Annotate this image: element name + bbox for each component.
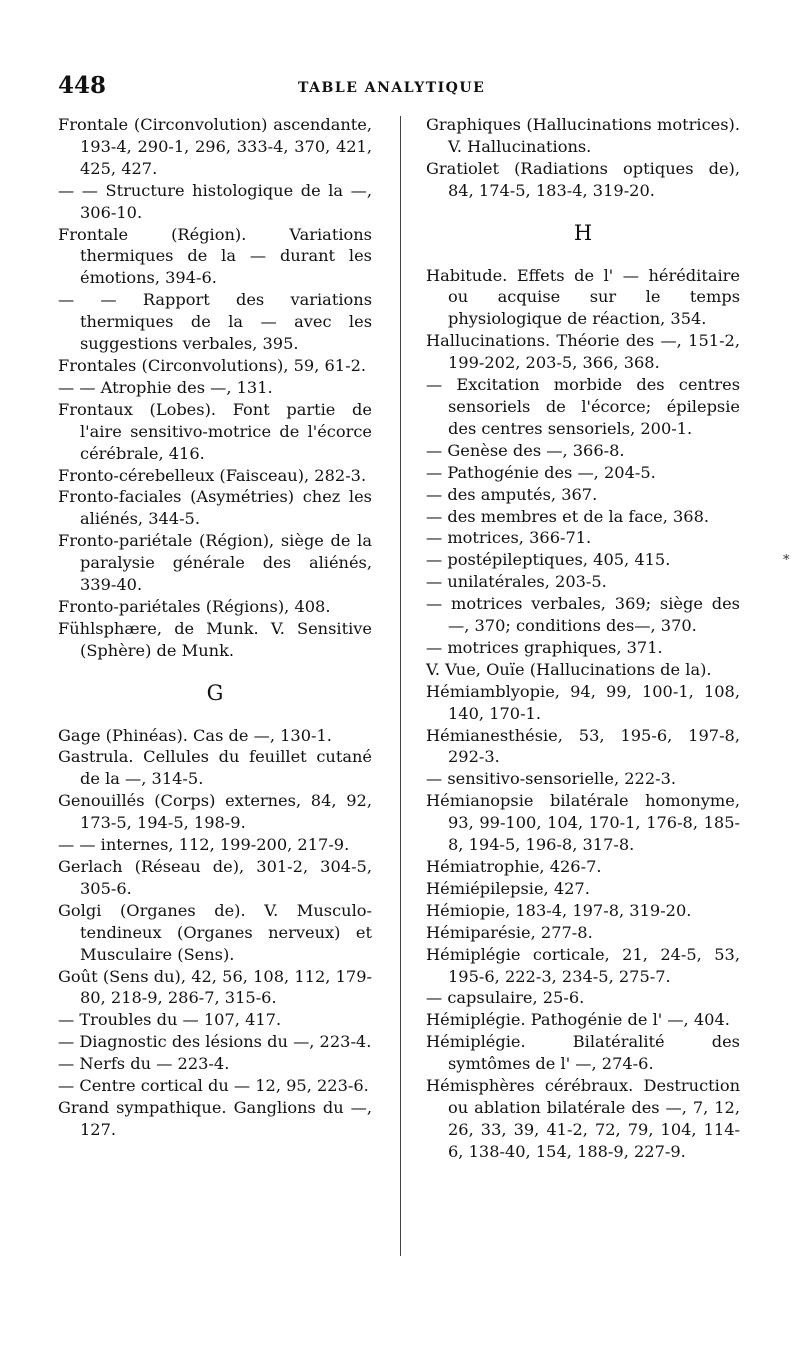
index-entry: Gerlach (Réseau de), 301-2, 304-5, 305-6. <box>58 857 372 898</box>
index-entry: Hémiplégie. Bilatéralité des symtômes de l' —, 274-6. <box>426 1032 740 1074</box>
index-entry: — — Structure histologique de la —, 306-10. <box>58 180 372 222</box>
index-entry: Fühlsphære, de Munk. V. Sensitive (Sphère) de Munk. <box>58 618 372 660</box>
index-entry: Hémiparésie, 277-8. <box>426 922 593 942</box>
index-entry: — motrices graphiques, 371. <box>426 637 663 657</box>
index-entry: — motrices, 366-71. <box>426 528 592 548</box>
index-entry: Hallucinations. Théorie des —, 151-2, 199-202, 203-5, 366, 368. <box>426 331 740 373</box>
section-letter-h: H <box>573 220 593 245</box>
index-entry: Gratiolet (Radiations optiques de), 84, 174-5, 183-4, 319-20. <box>426 158 740 200</box>
index-entry: — Troubles du — 107, 417. <box>58 1010 282 1030</box>
index-entry: — — Rapport des variations thermiques de la — avec les suggestions verbales, 395. <box>58 290 372 354</box>
index-entry: — postépileptiques, 405, 415. <box>426 550 671 570</box>
index-entry: Fronto-pariétale (Région), siège de la paralysie générale des aliénés, 339-40. <box>58 531 372 595</box>
right-column <box>426 114 740 1163</box>
index-entry: — Centre cortical du — 12, 95, 223-6. <box>58 1076 369 1096</box>
section-letter-g: G <box>206 680 224 705</box>
index-entry: Genouillés (Corps) externes, 84, 92, 173-5, 194-5, 198-9. <box>58 791 372 833</box>
index-entry: — Nerfs du — 223-4. <box>58 1054 230 1074</box>
index-entry: Frontale (Circonvolution) ascendante, 193-4, 290-1, 296, 333-4, 370, 421, 425, 427. <box>58 115 372 178</box>
index-entry: Hémiatrophie, 426-7. <box>426 857 602 876</box>
index-entry: Fronto-cérebelleux (Faisceau), 282-3. <box>58 465 367 485</box>
index-entry: Gastrula. Cellules du feuillet cutané de la —, 314-5. <box>58 747 372 789</box>
index-entry: — Excitation morbide des centres sensoriels de l'écorce; épilepsie des centres sensoriels, 200-1. <box>426 375 740 438</box>
index-entry: — — Atrophie des —, 131. <box>58 377 273 397</box>
index-entry: Frontales (Circonvolutions), 59, 61-2. <box>58 355 367 375</box>
index-entry: Grand sympathique. Ganglions du —, 127. <box>58 1097 372 1139</box>
index-entry: — Diagnostic des lésions du —, 223-4. <box>58 1032 372 1052</box>
index-entry: Hémianesthésie, 53, 195-6, 197-8, 292-3. <box>426 725 740 767</box>
index-entry: Habitude. Effets de l' — héréditaire ou acquise sur le temps physiologique de réaction, 354. <box>426 265 740 329</box>
page-number: 448 <box>58 72 107 99</box>
index-entry: Fronto-faciales (Asymétries) chez les aliénés, 344-5. <box>58 487 372 529</box>
index-entry: — Genèse des —, 366-8. <box>426 440 625 460</box>
margin-mark: * <box>783 553 790 568</box>
index-entry: Hémisphères cérébraux. Destruction ou ablation bilatérale des —, 7, 12, 26, 33, 39, 41-2, 72, 79, 104, 114-6, 138-40, 154, 188-9, 227-9. <box>426 1076 740 1161</box>
index-entry: — Pathogénie des —, 204-5. <box>426 462 656 482</box>
column-divider <box>400 116 401 1256</box>
index-entry: Hémianopsie bilatérale homonyme, 93, 99-100, 104, 170-1, 176-8, 185-8, 194-5, 196-8, 317-8. <box>426 791 740 855</box>
index-entry: — unilatérales, 203-5. <box>426 572 607 592</box>
index-entry: Hémiépilepsie, 427. <box>426 878 590 898</box>
index-entry: Frontaux (Lobes). Font partie de l'aire sensitivo-motrice de l'écorce cérébrale, 416. <box>58 399 372 463</box>
index-entry: Gage (Phinéas). Cas de —, 130-1. <box>58 725 332 745</box>
index-entry: Hémiplégie. Pathogénie de l' —, 404. <box>426 1010 730 1030</box>
running-title: TABLE ANALYTIQUE <box>298 80 486 96</box>
left-column <box>58 114 372 1141</box>
index-entry: Frontale (Région). Variations thermiques de la — durant les émotions, 394-6. <box>58 224 372 288</box>
page-header <box>58 72 748 106</box>
index-entry: — — internes, 112, 199-200, 217-9. <box>58 835 350 855</box>
index-entry: — des amputés, 367. <box>426 484 598 504</box>
index-entry: — capsulaire, 25-6. <box>426 988 585 1008</box>
index-entry: Graphiques (Hallucinations motrices). V. Hallucinations. <box>426 115 740 156</box>
index-entry: V. Vue, Ouïe (Hallucinations de la). <box>426 659 712 679</box>
index-entry: Golgi (Organes de). V. Musculo-tendineux (Organes nerveux) et Musculaire (Sens). <box>58 900 372 964</box>
index-entry: Hémiopie, 183-4, 197-8, 319-20. <box>426 900 692 920</box>
index-entry: — des membres et de la face, 368. <box>426 506 710 526</box>
index-entry: Goût (Sens du), 42, 56, 108, 112, 179-80, 218-9, 286-7, 315-6. <box>58 966 372 1008</box>
index-entry: — motrices verbales, 369; siège des —, 370; conditions des—, 370. <box>426 594 740 636</box>
index-entry: Hémiplégie corticale, 21, 24-5, 53, 195-6, 222-3, 234-5, 275-7. <box>426 944 740 986</box>
index-entry: — sensitivo-sensorielle, 222-3. <box>426 769 677 789</box>
index-entry: Hémiamblyopie, 94, 99, 100-1, 108, 140, 170-1. <box>426 681 740 723</box>
index-entry: Fronto-pariétales (Régions), 408. <box>58 596 331 616</box>
